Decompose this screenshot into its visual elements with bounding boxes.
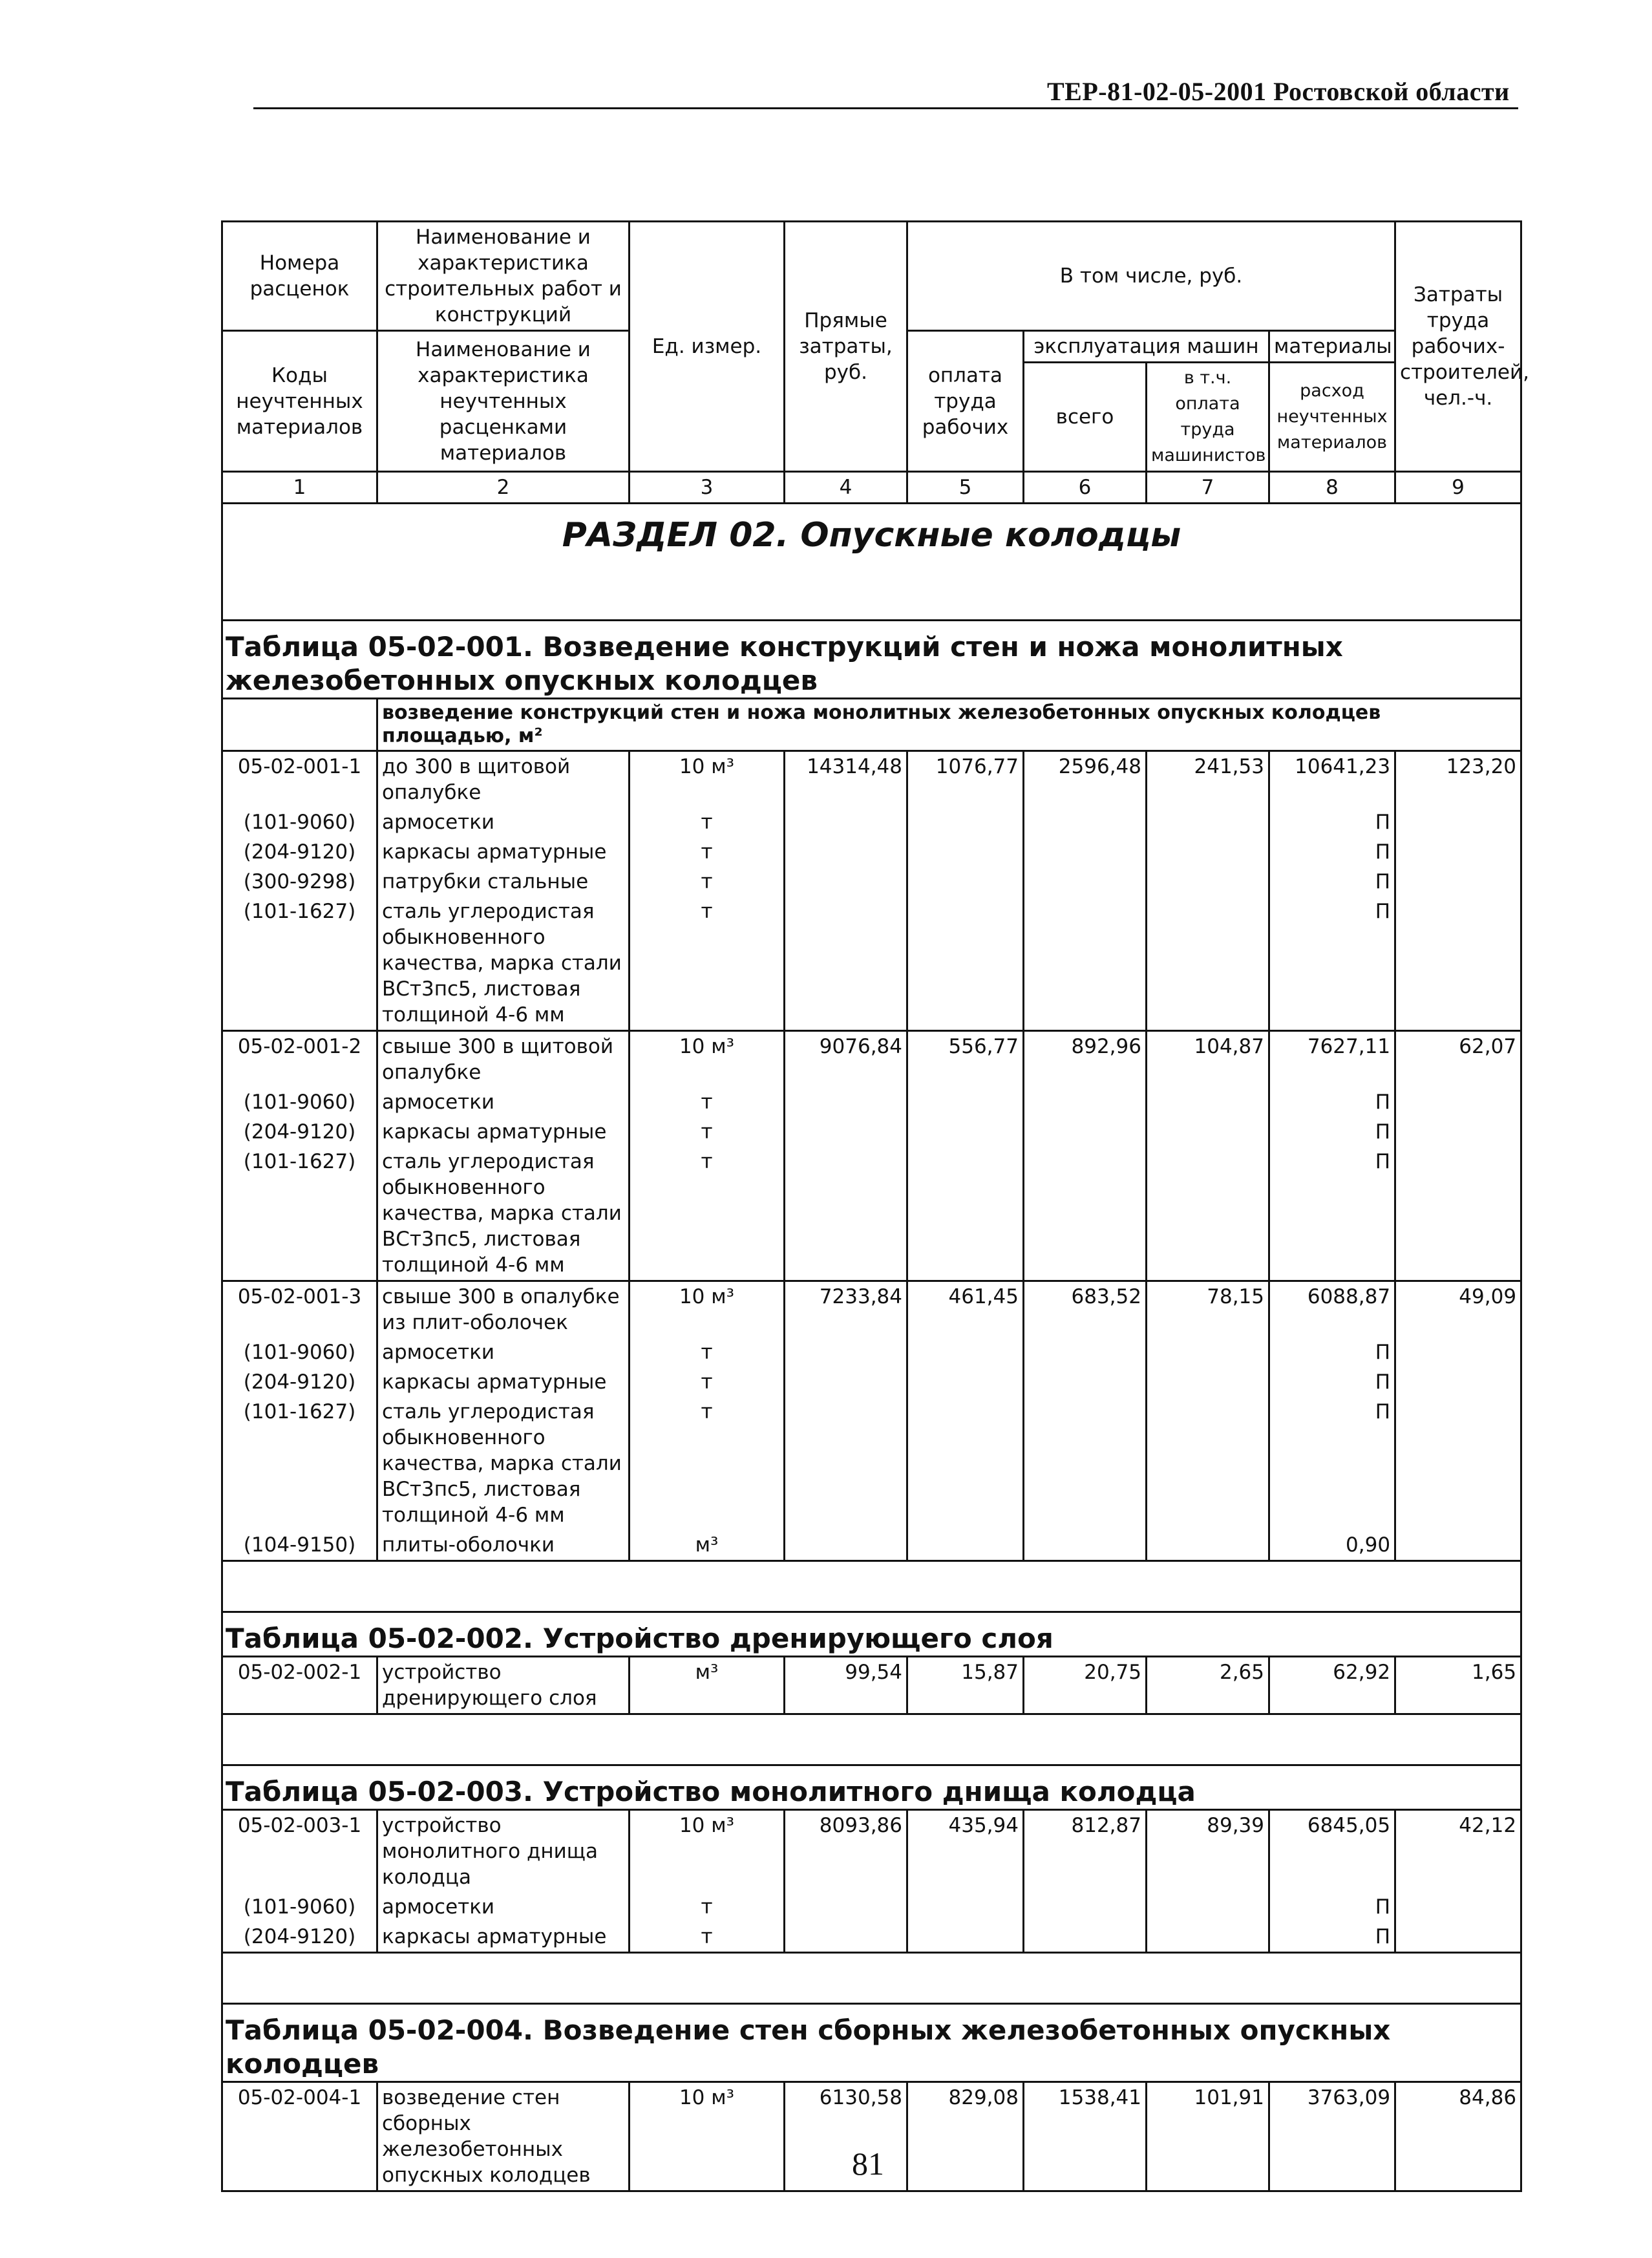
row-materials: П <box>1269 1147 1395 1281</box>
table-title: Таблица 05-02-001. Возведение конструкций стен и ножа монолитных железобетонных опускных колодцев <box>222 621 1521 699</box>
row-unit: 10 м³ <box>630 1810 785 1893</box>
row-materials: П <box>1269 1337 1395 1367</box>
col-machine-wage: в т.ч. оплата труда машинистов <box>1147 363 1269 472</box>
row-materials: П <box>1269 1892 1395 1922</box>
row-labor: 49,09 <box>1395 1281 1521 1338</box>
row-name: устройство монолитного днища колодца <box>377 1810 630 1893</box>
row-machine <box>1024 1337 1147 1367</box>
material-row <box>222 1892 1521 1922</box>
row-machine-wage: 104,87 <box>1147 1031 1269 1088</box>
row-materials: 10641,23 <box>1269 751 1395 808</box>
row-labor <box>1395 1530 1521 1561</box>
row-name: возведение стен сборных железобетонных опускных колодцев <box>377 2082 630 2191</box>
row-wage <box>907 807 1024 837</box>
row-direct <box>785 1087 907 1117</box>
row-machine-wage <box>1147 867 1269 897</box>
row-code: (101-1627) <box>222 1147 377 1281</box>
col-num: 6 <box>1024 472 1147 504</box>
col-machine: эксплуатация машин <box>1024 331 1269 363</box>
page-number: 81 <box>852 2146 884 2182</box>
row-code: (101-9060) <box>222 807 377 837</box>
row-wage <box>907 1397 1024 1530</box>
gap-cell <box>222 1561 1521 1612</box>
row-direct <box>785 1367 907 1397</box>
col-direct: Прямые затраты, руб. <box>785 222 907 472</box>
col-machine-total: всего <box>1024 363 1147 472</box>
row-name: свыше 300 в опалубке из плит-оболочек <box>377 1281 630 1338</box>
row-machine-wage <box>1147 1367 1269 1397</box>
col-num: 8 <box>1269 472 1395 504</box>
material-row <box>222 867 1521 897</box>
row-direct <box>785 1397 907 1530</box>
material-row <box>222 1117 1521 1147</box>
row-code: (101-1627) <box>222 1397 377 1530</box>
row-name: устройство дренирующего слоя <box>377 1657 630 1714</box>
row-wage: 829,08 <box>907 2082 1024 2191</box>
row-machine-wage <box>1147 1087 1269 1117</box>
row-materials: П <box>1269 1397 1395 1530</box>
table-title-row <box>222 2004 1521 2082</box>
row-unit: т <box>630 1892 785 1922</box>
table-body <box>222 504 1521 2191</box>
row-unit: м³ <box>630 1657 785 1714</box>
table-title-row <box>222 1765 1521 1810</box>
row-labor <box>1395 1147 1521 1281</box>
material-row <box>222 1922 1521 1953</box>
material-row <box>222 837 1521 867</box>
row-unit: т <box>630 897 785 1031</box>
row-labor <box>1395 1337 1521 1367</box>
row-materials: 3763,09 <box>1269 2082 1395 2191</box>
row-name: свыше 300 в щитовой опалубке <box>377 1031 630 1088</box>
row-name: армосетки <box>377 1337 630 1367</box>
row-machine-wage <box>1147 1397 1269 1530</box>
row-name: армосетки <box>377 1087 630 1117</box>
col-code-bottom: Коды неучтенных материалов <box>222 331 377 472</box>
col-num: 3 <box>630 472 785 504</box>
header-rule <box>253 107 1518 109</box>
col-labor: Затраты труда рабочих-строителей, чел.-ч. <box>1395 222 1521 472</box>
row-machine-wage: 78,15 <box>1147 1281 1269 1338</box>
row-machine <box>1024 837 1147 867</box>
row-labor: 123,20 <box>1395 751 1521 808</box>
subtitle-blank <box>222 699 377 751</box>
row-materials: 7627,11 <box>1269 1031 1395 1088</box>
row-code: 05-02-001-2 <box>222 1031 377 1088</box>
row-name: каркасы арматурные <box>377 837 630 867</box>
row-unit: 10 м³ <box>630 1281 785 1338</box>
row-wage <box>907 837 1024 867</box>
column-numbers <box>222 472 1521 504</box>
row-direct: 14314,48 <box>785 751 907 808</box>
material-row <box>222 1337 1521 1367</box>
col-num: 5 <box>907 472 1024 504</box>
row-name: сталь углеродистая обыкновенного качества, марка стали ВСт3пс5, листовая толщиной 4-6 мм <box>377 1397 630 1530</box>
row-machine-wage: 89,39 <box>1147 1810 1269 1893</box>
row-materials: 6845,05 <box>1269 1810 1395 1893</box>
row-machine <box>1024 867 1147 897</box>
row-wage <box>907 867 1024 897</box>
row-direct <box>785 1337 907 1367</box>
row-materials: 62,92 <box>1269 1657 1395 1714</box>
row-labor <box>1395 837 1521 867</box>
row-machine-wage: 101,91 <box>1147 2082 1269 2191</box>
row-machine: 1538,41 <box>1024 2082 1147 2191</box>
table-gap <box>222 1953 1521 2004</box>
table-row <box>222 751 1521 808</box>
row-machine-wage <box>1147 807 1269 837</box>
col-num: 7 <box>1147 472 1269 504</box>
row-labor: 84,86 <box>1395 2082 1521 2191</box>
material-row <box>222 1087 1521 1117</box>
price-table <box>221 220 1529 2192</box>
row-machine-wage: 241,53 <box>1147 751 1269 808</box>
row-unit: 10 м³ <box>630 751 785 808</box>
row-wage <box>907 1922 1024 1953</box>
row-direct: 9076,84 <box>785 1031 907 1088</box>
row-code: (101-9060) <box>222 1337 377 1367</box>
row-code: (204-9120) <box>222 1117 377 1147</box>
row-wage <box>907 1530 1024 1561</box>
table-header <box>222 222 1529 504</box>
row-code: 05-02-001-3 <box>222 1281 377 1338</box>
col-num: 1 <box>222 472 377 504</box>
row-direct <box>785 897 907 1031</box>
row-machine <box>1024 807 1147 837</box>
row-machine-wage <box>1147 837 1269 867</box>
row-machine-wage <box>1147 1922 1269 1953</box>
table-title: Таблица 05-02-003. Устройство монолитного днища колодца <box>222 1765 1521 1810</box>
table-gap <box>222 1561 1521 1612</box>
row-wage <box>907 1337 1024 1367</box>
row-name: патрубки стальные <box>377 867 630 897</box>
row-wage <box>907 1892 1024 1922</box>
material-row <box>222 1397 1521 1530</box>
col-name-top: Наименование и характеристика строительных работ и конструкций <box>377 222 630 331</box>
row-name: армосетки <box>377 1892 630 1922</box>
row-direct <box>785 807 907 837</box>
row-wage <box>907 1087 1024 1117</box>
row-materials: П <box>1269 807 1395 837</box>
col-num: 4 <box>785 472 907 504</box>
row-machine-wage <box>1147 1337 1269 1367</box>
row-labor <box>1395 1922 1521 1953</box>
row-code: (104-9150) <box>222 1530 377 1561</box>
row-direct: 8093,86 <box>785 1810 907 1893</box>
row-unit: т <box>630 867 785 897</box>
row-materials: П <box>1269 1087 1395 1117</box>
table-subtitle-row <box>222 699 1521 751</box>
row-code: (204-9120) <box>222 837 377 867</box>
row-code: 05-02-004-1 <box>222 2082 377 2191</box>
row-machine: 20,75 <box>1024 1657 1147 1714</box>
row-labor: 62,07 <box>1395 1031 1521 1088</box>
row-direct <box>785 1147 907 1281</box>
table-row <box>222 1281 1521 1338</box>
row-unit: т <box>630 807 785 837</box>
row-code: (204-9120) <box>222 1367 377 1397</box>
row-machine-wage <box>1147 1530 1269 1561</box>
row-materials: П <box>1269 1117 1395 1147</box>
row-name: каркасы арматурные <box>377 1922 630 1953</box>
row-code: (204-9120) <box>222 1922 377 1953</box>
row-name: плиты-оболочки <box>377 1530 630 1561</box>
row-unit: т <box>630 1117 785 1147</box>
col-num: 9 <box>1395 472 1521 504</box>
row-wage <box>907 1367 1024 1397</box>
row-unit: 10 м³ <box>630 2082 785 2191</box>
row-machine <box>1024 1397 1147 1530</box>
row-materials: 0,90 <box>1269 1530 1395 1561</box>
row-unit: м³ <box>630 1530 785 1561</box>
row-code: (101-9060) <box>222 1892 377 1922</box>
row-machine <box>1024 1530 1147 1561</box>
material-row <box>222 897 1521 1031</box>
row-direct: 6130,58 <box>785 2082 907 2191</box>
row-labor <box>1395 1892 1521 1922</box>
row-code: 05-02-002-1 <box>222 1657 377 1714</box>
col-incl: В том числе, руб. <box>907 222 1395 331</box>
row-unit: т <box>630 1147 785 1281</box>
table-row <box>222 1031 1521 1088</box>
table-gap <box>222 1714 1521 1765</box>
row-labor: 1,65 <box>1395 1657 1521 1714</box>
row-machine <box>1024 1367 1147 1397</box>
row-materials: 6088,87 <box>1269 1281 1395 1338</box>
row-code: (101-9060) <box>222 1087 377 1117</box>
col-num: 2 <box>377 472 630 504</box>
row-labor <box>1395 807 1521 837</box>
table-row <box>222 1810 1521 1893</box>
row-wage <box>907 1117 1024 1147</box>
row-direct <box>785 867 907 897</box>
col-name-bottom: Наименование и характеристика неучтенных расценками материалов <box>377 331 630 472</box>
row-direct: 99,54 <box>785 1657 907 1714</box>
row-materials: П <box>1269 1922 1395 1953</box>
material-row <box>222 807 1521 837</box>
gap-cell <box>222 1714 1521 1765</box>
row-materials: П <box>1269 897 1395 1031</box>
row-wage <box>907 897 1024 1031</box>
row-unit: т <box>630 1337 785 1367</box>
row-machine <box>1024 897 1147 1031</box>
row-unit: т <box>630 1367 785 1397</box>
col-unit: Ед. измер. <box>630 222 785 472</box>
row-wage: 15,87 <box>907 1657 1024 1714</box>
row-machine <box>1024 1087 1147 1117</box>
row-machine <box>1024 1117 1147 1147</box>
table-row <box>222 1657 1521 1714</box>
row-wage: 556,77 <box>907 1031 1024 1088</box>
col-materials-unacc: расход неучтенных материалов <box>1269 363 1395 472</box>
row-labor <box>1395 867 1521 897</box>
row-machine-wage <box>1147 1892 1269 1922</box>
row-unit: т <box>630 1922 785 1953</box>
row-machine <box>1024 1892 1147 1922</box>
row-unit: т <box>630 1397 785 1530</box>
row-name: армосетки <box>377 807 630 837</box>
row-name: каркасы арматурные <box>377 1117 630 1147</box>
row-direct <box>785 1117 907 1147</box>
table-title: Таблица 05-02-002. Устройство дренирующего слоя <box>222 1612 1521 1657</box>
row-labor <box>1395 1087 1521 1117</box>
row-labor <box>1395 1397 1521 1530</box>
row-machine: 2596,48 <box>1024 751 1147 808</box>
row-labor <box>1395 1367 1521 1397</box>
row-machine-wage <box>1147 1117 1269 1147</box>
table-subtitle: возведение конструкций стен и ножа монолитных железобетонных опускных колодцев площадью, м² <box>377 699 1521 751</box>
row-code: (101-1627) <box>222 897 377 1031</box>
row-machine <box>1024 1922 1147 1953</box>
section-title: РАЗДЕЛ 02. Опускные колодцы <box>222 504 1521 621</box>
row-direct <box>785 1922 907 1953</box>
row-wage: 1076,77 <box>907 751 1024 808</box>
row-machine: 892,96 <box>1024 1031 1147 1088</box>
table-title-row <box>222 1612 1521 1657</box>
row-unit: т <box>630 1087 785 1117</box>
table-title: Таблица 05-02-004. Возведение стен сборных железобетонных опускных колодцев <box>222 2004 1521 2082</box>
table-title-row <box>222 621 1521 699</box>
row-unit: т <box>630 837 785 867</box>
row-labor: 42,12 <box>1395 1810 1521 1893</box>
row-machine <box>1024 1147 1147 1281</box>
row-unit: 10 м³ <box>630 1031 785 1088</box>
col-wage: оплата труда рабочих <box>907 331 1024 472</box>
row-name: сталь углеродистая обыкновенного качества, марка стали ВСт3пс5, листовая толщиной 4-6 мм <box>377 1147 630 1281</box>
row-materials: П <box>1269 837 1395 867</box>
row-code: (300-9298) <box>222 867 377 897</box>
row-wage: 435,94 <box>907 1810 1024 1893</box>
row-wage <box>907 1147 1024 1281</box>
material-row <box>222 1147 1521 1281</box>
row-direct <box>785 837 907 867</box>
row-machine-wage: 2,65 <box>1147 1657 1269 1714</box>
row-name: сталь углеродистая обыкновенного качества, марка стали ВСт3пс5, листовая толщиной 4-6 мм <box>377 897 630 1031</box>
row-direct <box>785 1892 907 1922</box>
row-direct <box>785 1530 907 1561</box>
col-code-top: Номера расценок <box>222 222 377 331</box>
row-materials: П <box>1269 1367 1395 1397</box>
row-labor <box>1395 1117 1521 1147</box>
row-wage: 461,45 <box>907 1281 1024 1338</box>
row-machine-wage <box>1147 897 1269 1031</box>
row-name: до 300 в щитовой опалубке <box>377 751 630 808</box>
row-machine-wage <box>1147 1147 1269 1281</box>
row-direct: 7233,84 <box>785 1281 907 1338</box>
gap-cell <box>222 1953 1521 2004</box>
material-row <box>222 1367 1521 1397</box>
row-materials: П <box>1269 867 1395 897</box>
row-machine: 683,52 <box>1024 1281 1147 1338</box>
row-code: 05-02-003-1 <box>222 1810 377 1893</box>
row-code: 05-02-001-1 <box>222 751 377 808</box>
running-head: ТЕР-81-02-05-2001 Ростовской области <box>1047 77 1510 106</box>
col-materials: материалы <box>1269 331 1395 363</box>
material-row <box>222 1530 1521 1561</box>
row-name: каркасы арматурные <box>377 1367 630 1397</box>
row-labor <box>1395 897 1521 1031</box>
row-machine: 812,87 <box>1024 1810 1147 1893</box>
